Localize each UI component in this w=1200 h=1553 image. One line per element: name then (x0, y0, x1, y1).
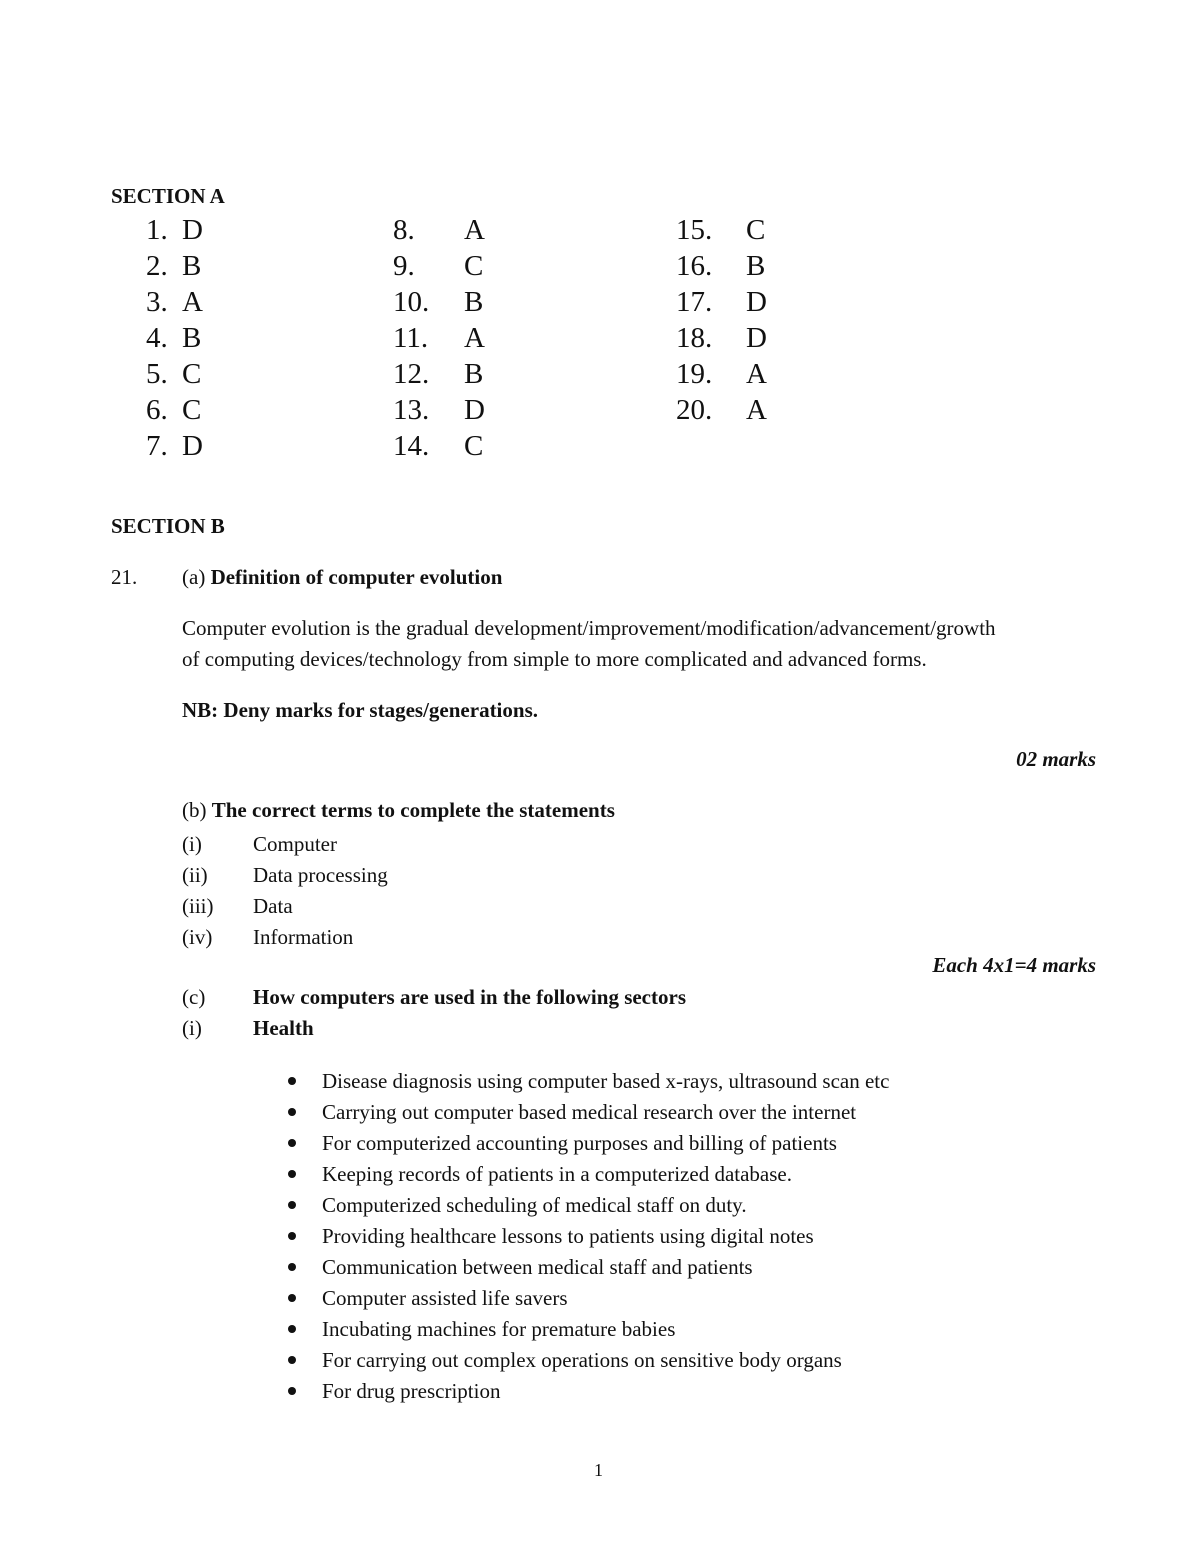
bullet-icon (288, 1294, 296, 1302)
list-item: Carrying out computer based medical research over the internet (288, 1097, 889, 1128)
mcq-answer: 18. D (676, 322, 767, 354)
mcq-answer: 2. B (146, 250, 202, 282)
mcq-answer: 19. A (676, 358, 767, 390)
part-c-subheading (182, 1016, 314, 1041)
sub-title: Health (253, 1016, 314, 1040)
question-number: 21. (111, 565, 138, 589)
list-item: (ii) Data processing (182, 863, 388, 887)
mcq-answer: 5. C (146, 358, 202, 390)
page-number: 1 (594, 1460, 603, 1480)
mcq-answer: 4. B (146, 322, 202, 354)
mcq-answer: 14. C (393, 430, 484, 462)
list-item: Providing healthcare lessons to patients using digital notes (288, 1221, 889, 1252)
mcq-column-2 (393, 212, 485, 464)
list-item: (iv) Information (182, 925, 354, 949)
bullet-icon (288, 1263, 296, 1271)
definition-line-1: Computer evolution is the gradual development/improvement/modification/advancement/growth (182, 616, 996, 640)
mcq-answer: 13. D (393, 394, 485, 426)
mcq-column-3 (676, 212, 767, 428)
list-item: Computer assisted life savers (288, 1283, 889, 1314)
part-a-heading (182, 565, 502, 590)
part-c-label: (c) (182, 985, 206, 1009)
mcq-answer: 7. D (146, 430, 203, 462)
list-item: (i) Computer (182, 832, 337, 856)
mcq-answer: 9. C (393, 250, 484, 282)
mcq-answer: 17. D (676, 286, 767, 318)
mcq-answer: 11. A (393, 322, 485, 354)
list-item: Disease diagnosis using computer based x-rays, ultrasound scan etc (288, 1066, 889, 1097)
list-item: Computerized scheduling of medical staff on duty. (288, 1190, 889, 1221)
part-b-heading (182, 798, 615, 823)
mcq-answer: 16. B (676, 250, 766, 282)
section-b-title: SECTION B (111, 514, 225, 538)
list-item: Incubating machines for premature babies (288, 1314, 889, 1345)
mcq-answer: 3. A (146, 286, 203, 318)
part-c-heading (182, 985, 686, 1010)
section-a-title: SECTION A (111, 184, 225, 208)
list-item: For drug prescription (288, 1376, 889, 1407)
list-item: (iii) Data (182, 894, 293, 918)
definition-line-2: of computing devices/technology from simple to more complicated and advanced forms. (182, 647, 927, 671)
sub-number: (i) (182, 1016, 202, 1040)
marks-part-b: Each 4x1=4 marks (932, 953, 1096, 977)
part-c-title: How computers are used in the following sectors (253, 985, 686, 1009)
bullet-icon (288, 1139, 296, 1147)
bullet-icon (288, 1201, 296, 1209)
bullet-icon (288, 1077, 296, 1085)
marks-part-a: 02 marks (1016, 747, 1096, 771)
list-item: Keeping records of patients in a computerized database. (288, 1159, 889, 1190)
mcq-answer: 12. B (393, 358, 484, 390)
part-b-label: (b) (182, 798, 207, 822)
list-item: For carrying out complex operations on sensitive body organs (288, 1345, 889, 1376)
mcq-answer: 15. C (676, 214, 766, 246)
bullet-icon (288, 1170, 296, 1178)
list-item: Communication between medical staff and patients (288, 1252, 889, 1283)
mcq-column-1 (146, 212, 203, 464)
bullet-icon (288, 1356, 296, 1364)
mcq-answer: 6. C (146, 394, 202, 426)
health-uses-list (288, 1066, 889, 1407)
bullet-icon (288, 1232, 296, 1240)
mcq-answer: 1. D (146, 214, 203, 246)
mcq-answer: 8. A (393, 214, 485, 246)
mcq-answer: 10. B (393, 286, 484, 318)
mcq-answer: 20. A (676, 394, 767, 426)
bullet-icon (288, 1108, 296, 1116)
nb-note: NB: Deny marks for stages/generations. (182, 698, 538, 722)
list-item: For computerized accounting purposes and billing of patients (288, 1128, 889, 1159)
terms-list (182, 829, 388, 953)
part-a-label: (a) (182, 565, 206, 589)
bullet-icon (288, 1387, 296, 1395)
part-a-title: Definition of computer evolution (210, 565, 503, 589)
bullet-icon (288, 1325, 296, 1333)
part-b-title: The correct terms to complete the statements (211, 798, 615, 822)
